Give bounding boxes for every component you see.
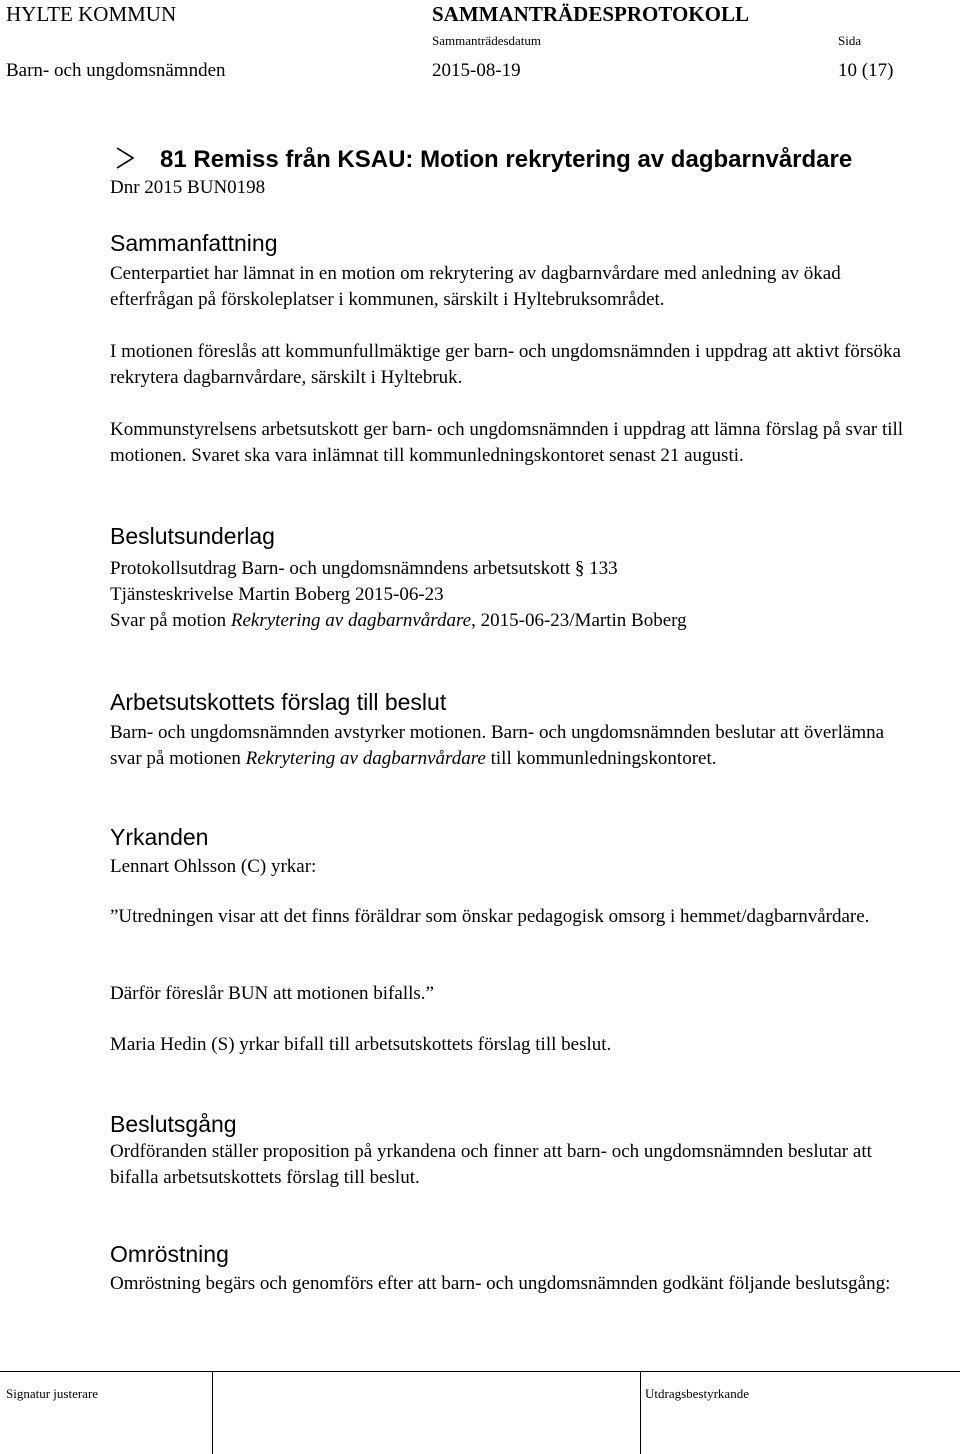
yrkanden-quote-2: Därför föreslår BUN att motionen bifalls.” xyxy=(110,983,434,1004)
municipality-name: HYLTE KOMMUN xyxy=(6,2,177,26)
arbetsutskott-text xyxy=(110,720,910,772)
arbetsutskott-motion-title: Rekrytering av dagbarnvårdare xyxy=(245,748,486,769)
motion-title: Rekrytering av dagbarnvårdare xyxy=(230,610,472,631)
yrkanden-speaker-2: Maria Hedin (S) yrkar bifall till arbetsutskottets förslag till beslut. xyxy=(110,1034,612,1055)
dnr: Dnr 2015 BUN0198 xyxy=(110,177,266,198)
heading-sammanfattning: Sammanfattning xyxy=(110,230,278,256)
beslutsunderlag-item xyxy=(110,608,910,634)
heading-beslutsunderlag: Beslutsunderlag xyxy=(110,523,275,549)
sammanfattning-p2: I motionen föreslås att kommunfullmäktige ger barn- och ungdomsnämnden i uppdrag att aktivt försöka rekrytera dagbarnvårdare, särskilt i Hyltebruk. xyxy=(110,341,901,388)
section-title xyxy=(110,144,852,176)
heading-omrostning: Omröstning xyxy=(110,1241,229,1267)
heading-yrkanden: Yrkanden xyxy=(110,824,209,850)
date-label: Sammanträdesdatum xyxy=(432,33,542,48)
footer-divider xyxy=(0,1371,960,1372)
certification-label: Utdragsbestyrkande xyxy=(645,1386,749,1401)
signature-label: Signatur justerare xyxy=(6,1386,99,1401)
beslutsunderlag-item: Tjänsteskrivelse Martin Boberg 2015-06-23 xyxy=(110,584,444,605)
signature-box-divider xyxy=(640,1371,641,1454)
section-arrow-icon xyxy=(110,144,160,176)
beslutsunderlag-item: Protokollsutdrag Barn- och ungdomsnämndens arbetsutskott § 133 xyxy=(110,558,618,579)
signature-box-divider xyxy=(212,1371,213,1454)
motion-prefix: Svar på motion xyxy=(110,610,231,631)
page-number: 10 (17) xyxy=(838,60,894,81)
arbetsutskott-prefix: Barn- och ungdomsnämnden avstyrker motionen. Barn- och ungdomsnämnden beslutar att överlämna svar på motionen xyxy=(110,722,885,769)
sammanfattning-p1: Centerpartiet har lämnat in en motion om rekrytering av dagbarnvårdare med anledning av ökad efterfrågan på förskoleplatser i kommunen, särskilt i Hyltebruksområdet. xyxy=(110,263,841,310)
motion-suffix: , 2015-06-23/Martin Boberg xyxy=(471,610,687,631)
beslutsgang-text: Ordföranden ställer proposition på yrkandena och finner att barn- och ungdomsnämnden beslutar att bifalla arbetsutskottets förslag till beslut. xyxy=(110,1141,872,1188)
meeting-date: 2015-08-19 xyxy=(432,60,521,81)
document-type: SAMMANTRÄDESPROTOKOLL xyxy=(432,2,749,26)
yrkanden-quote-1: ”Utredningen visar att det finns föräldrar som önskar pedagogisk omsorg i hemmet/dagbarnvårdare. xyxy=(110,906,870,927)
sammanfattning-p3: Kommunstyrelsens arbetsutskott ger barn- och ungdomsnämnden i uppdrag att lämna förslag på svar till motionen. Svaret ska vara inlämnat till kommunledningskontoret senast 21 augusti. xyxy=(110,419,904,466)
omrostning-text: Omröstning begärs och genomförs efter att barn- och ungdomsnämnden godkänt följande beslutsgång: xyxy=(110,1273,891,1294)
title-text: 81 Remiss från KSAU: Motion rekrytering av dagbarnvårdare xyxy=(160,146,853,173)
heading-beslutsgang: Beslutsgång xyxy=(110,1111,237,1137)
page-label: Sida xyxy=(838,33,862,48)
committee-name: Barn- och ungdomsnämnden xyxy=(6,60,226,81)
arbetsutskott-suffix: till kommunledningskontoret. xyxy=(485,748,717,769)
yrkanden-speaker-1: Lennart Ohlsson (C) yrkar: xyxy=(110,856,317,877)
beslutsunderlag-list xyxy=(110,556,910,634)
heading-arbetsutskott: Arbetsutskottets förslag till beslut xyxy=(110,689,447,715)
